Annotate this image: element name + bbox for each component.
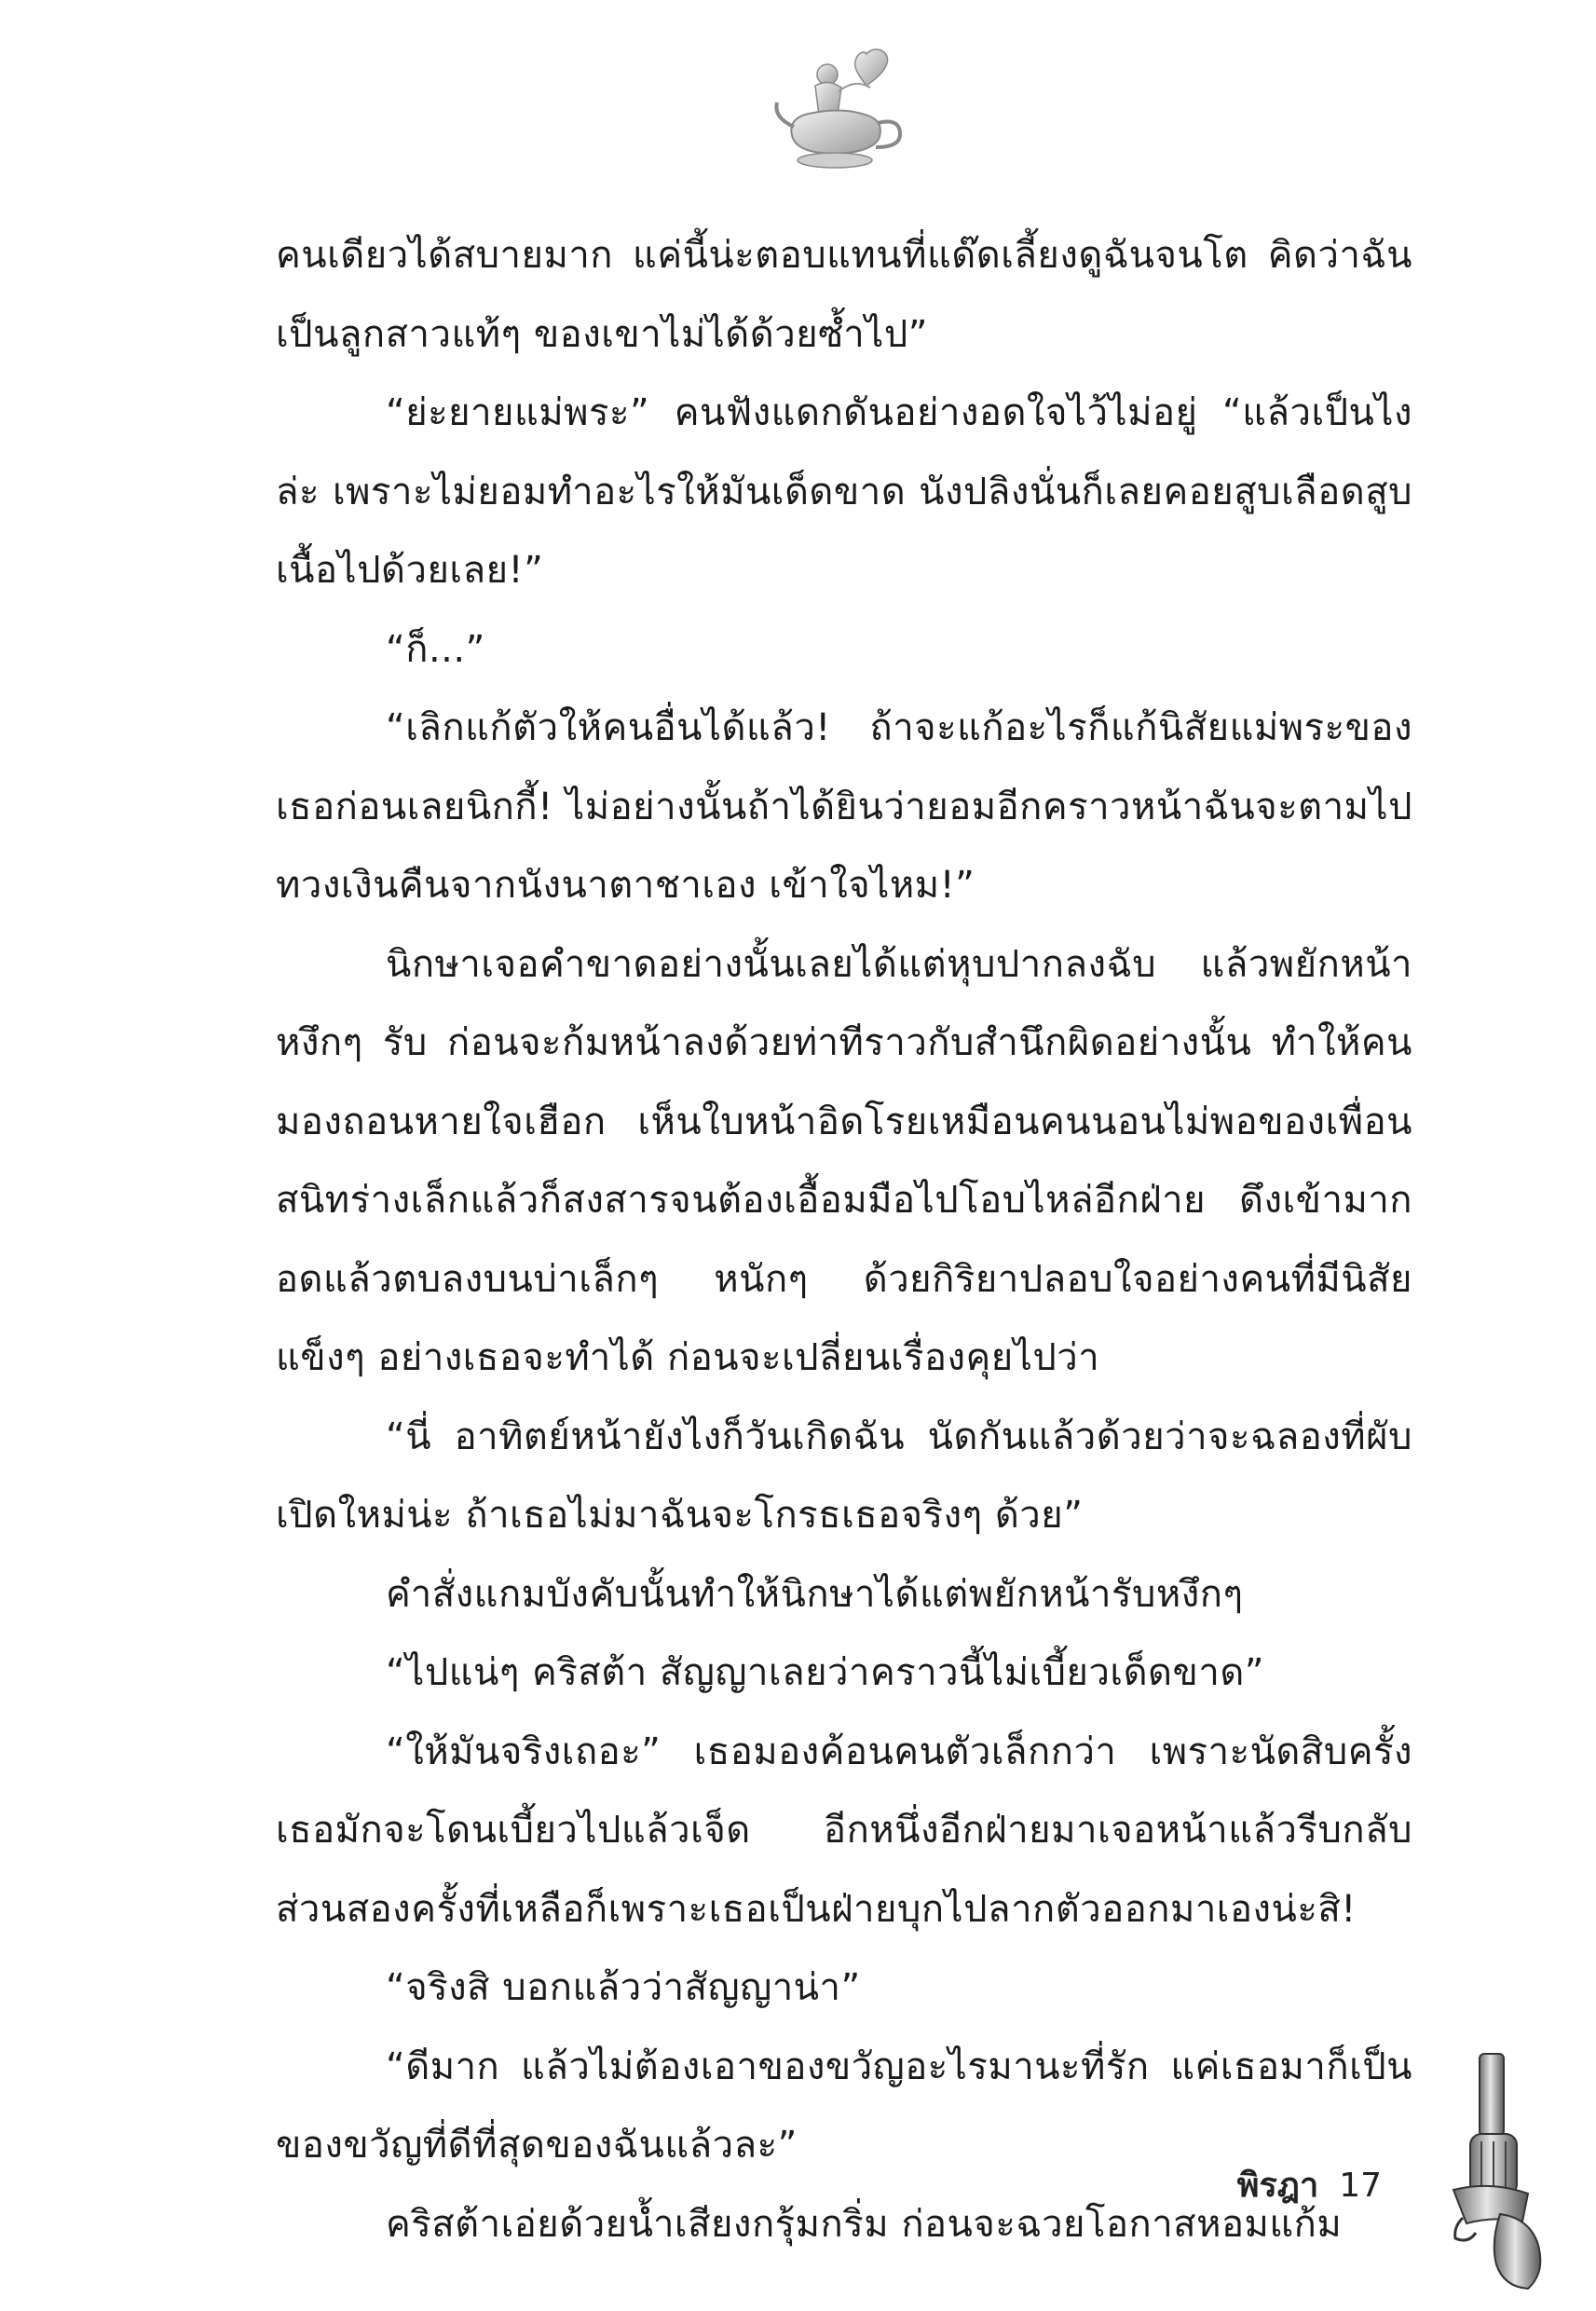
paragraph-6: “นี่ อาทิตย์หน้ายังไงก็วันเกิดฉัน นัดกันแล้วด้วยว่าจะฉลองที่ผับเปิดใหม่น่ะ ถ้าเธอไม่มาฉันจะโกรธเธอจริงๆ ด้วย” (276, 1415, 1412, 1537)
paragraph-2: “ย่ะยายแม่พระ” คนฟังแดกดันอย่างอดใจไว้ไม่อยู่ “แล้วเป็นไงล่ะ เพราะไม่ยอมทำอะไรให้มันเด็ดขาด นังปลิงนั่นก็เลยคอยสูบเลือดสูบเนื้อไปด้วยเลย!” (276, 391, 1412, 592)
paragraph-1: คนเดียวได้สบายมาก แค่นี้น่ะตอบแทนที่แด๊ดเลี้ยงดูฉันจนโต คิดว่าฉันเป็นลูกสาวแท้ๆ ของเขาไม่ได้ด้วยซ้ำไป” (276, 234, 1412, 356)
paragraph-5: นิกษาเจอคำขาดอย่างนั้นเลยได้แต่หุบปากลงฉับ แล้วพยักหน้าหงึกๆ รับ ก่อนจะก้มหน้าลงด้วยท่าทีราวกับสำนึกผิดอย่างนั้น ทำให้คนมองถอนหายใจเฮือก เห็นใบหน้าอิดโรยเหมือนคนนอนไม่พอของเพื่อนสนิทร่างเล็กแล้วก็สงสารจนต้องเอื้อมมือไปโอบไหล่อีกฝ่าย ดึงเข้ามากอดแล้วตบลงบนบ่าเล็กๆ หนักๆ ด้วยกิริยาปลอบใจอย่างคนที่มีนิสัยแข็งๆ อย่างเธอจะทำได้ ก่อนจะเปลี่ยนเรื่องคุยไปว่า (276, 942, 1412, 1379)
page-footer (1237, 2158, 1382, 2211)
paragraph-10: “จริงสิ บอกแล้วว่าสัญญาน่า” (386, 1966, 861, 2009)
paragraph-12: คริสต้าเอ่ยด้วยน้ำเสียงกรุ้มกริ่ม ก่อนจะฉวยโอกาสหอมแก้ม (386, 2202, 1343, 2246)
page-number: 17 (1339, 2167, 1382, 2205)
body-text (276, 216, 1412, 2263)
paragraph-3: “ก็...” (386, 627, 485, 671)
paragraph-4: “เลิกแก้ตัวให้คนอื่นได้แล้ว! ถ้าจะแก้อะไรก็แก้นิสัยแม่พระของเธอก่อนเลยนิกกี้! ไม่อย่างนั้นถ้าได้ยินว่ายอมอีกคราวหน้าฉันจะตามไปทวงเงินคืนจากนังนาตาชาเอง เข้าใจไหม!” (276, 706, 1412, 907)
teapot-cupid-ornament-icon (773, 47, 913, 177)
paragraph-9: “ให้มันจริงเถอะ” เธอมองค้อนคนตัวเล็กกว่า เพราะนัดสิบครั้งเธอมักจะโดนเบี้ยวไปแล้วเจ็ด อีกหนึ่งอีกฝ่ายมาเจอหน้าแล้วรีบกลับส่วนสองครั้งที่เหลือก็เพราะเธอเป็นฝ่ายบุกไปลากตัวออกมาเองน่ะสิ! (276, 1730, 1412, 1931)
book-title: พิรฎา (1236, 2167, 1319, 2205)
paragraph-7: คำสั่งแกมบังคับนั้นทำให้นิกษาได้แต่พยักหน้ารับหงึกๆ (386, 1572, 1244, 1616)
paragraph-11: “ดีมาก แล้วไม่ต้องเอาของขวัญอะไรมานะที่รัก แค่เธอมาก็เป็นของขวัญที่ดีที่สุดของฉันแล้วละ” (276, 2044, 1412, 2167)
paragraph-8: “ไปแน่ๆ คริสต้า สัญญาเลยว่าคราวนี้ไม่เบี้ยวเด็ดขาด” (386, 1651, 1265, 1694)
revolver-icon (1416, 2050, 1565, 2292)
